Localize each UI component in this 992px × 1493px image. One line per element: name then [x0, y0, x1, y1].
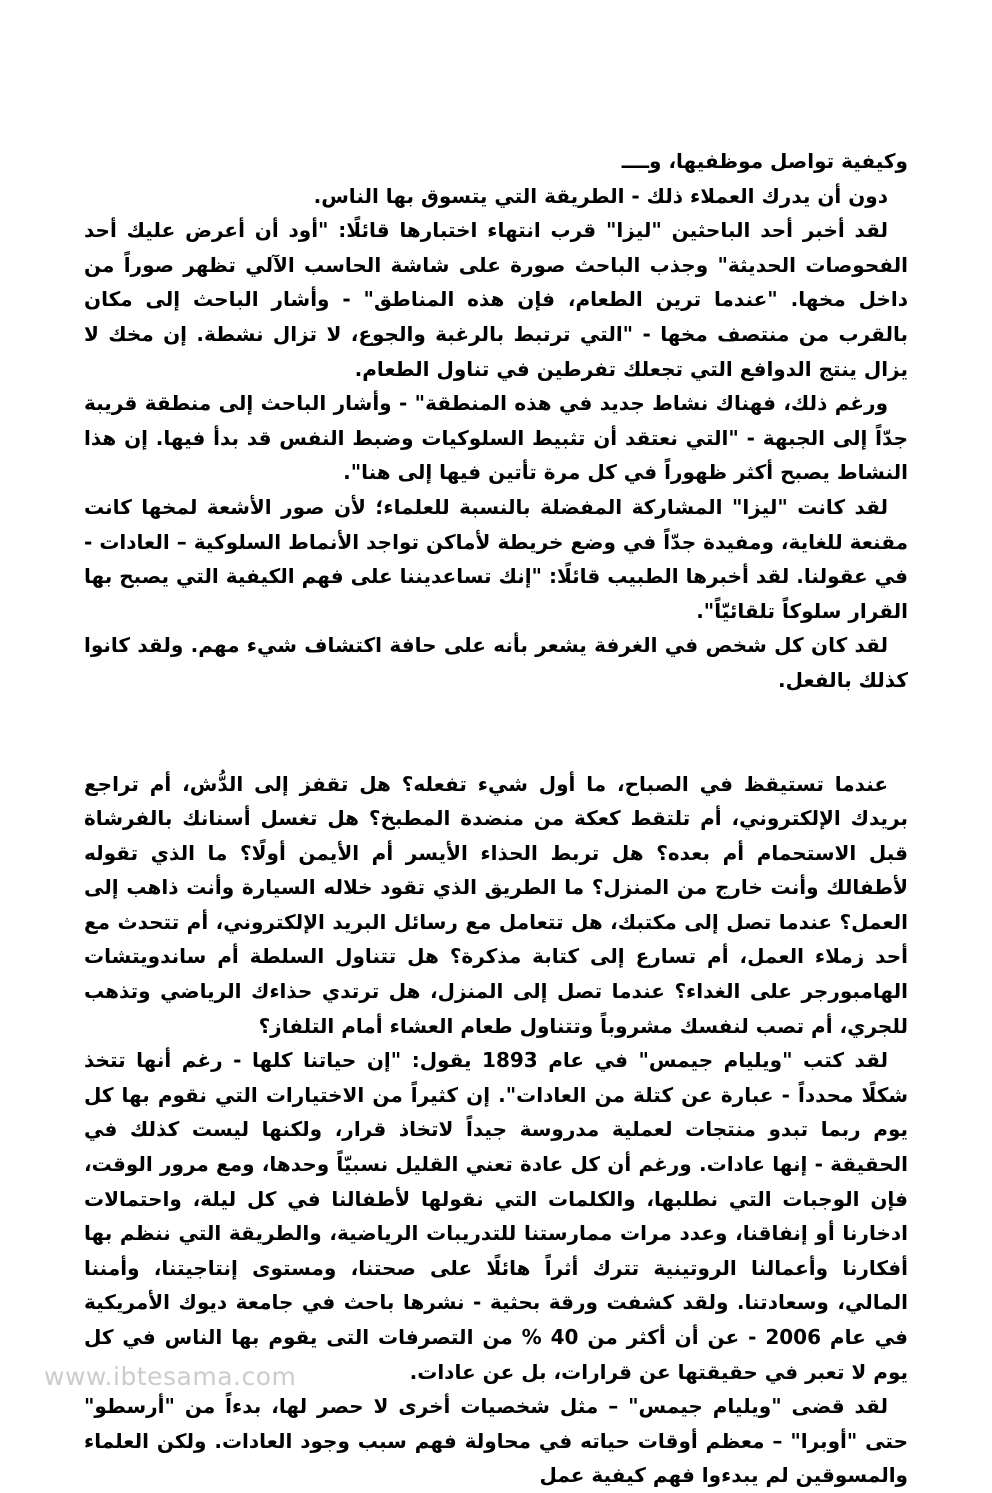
paragraph: عندما تستيقظ في الصباح، ما أول شيء تفعله؟ هل تقفز إلى الدُّش، أم تراجع بريدك الإلكتروني، أم تلتقط كعكة من منضدة المطبخ؟ هل تغسل أسنانك بالفرشاة قبل الاستحمام أم بعده؟ هل تربط الحذاء الأيسر أم الأيمن أولًا؟ ما الذي تقوله لأطفالك وأنت خارج من المنزل؟ ما الطريق الذي تقود خلاله السيارة وأنت ذاهب إلى العمل؟ عندما تصل إلى مكتبك، هل تتعامل مع رسائل البريد الإلكتروني، أم تتحدث مع أحد زملاء العمل، أم تسارع إلى كتابة مذكرة؟ هل تتناول السلطة أم ساندويتشات الهامبورجر على الغداء؟ عندما تصل إلى المنزل، هل ترتدي حذاءك الرياضي وتذهب للجري، أم تصب لنفسك مشروباً وتتناول طعام العشاء أمام التلفاز؟ — [84, 771, 908, 1038]
continuation-line: وكيفية تواصل موظفيها، وــــ — [621, 149, 908, 173]
paragraph: لقد كانت "ليزا" المشاركة المفضلة بالنسبة للعلماء؛ لأن صور الأشعة لمخها كانت مقنعة للغاية، ومفيدة جدّاً في وضع خريطة لأماكن تواجد الأنماط السلوكية – العادات - في عقولنا. لقد أخبرها الطبيب قائلًا: "إنك تساعديننا على فهم الكيفية التي يصبح بها القرار سلوكاً تلقائيّاً". — [84, 494, 908, 623]
text-column — [84, 144, 908, 1493]
paragraph: ورغم ذلك، فهناك نشاط جديد في هذه المنطقة" - وأشار الباحث إلى منطقة قريبة جدّاً إلى الجبهة - "التي نعتقد أن تثبيط السلوكيات وضبط النفس قد بدأ فيها. إن هذا النشاط يصبح أكثر ظهوراً في كل مرة تأتين فيها إلى هنا". — [84, 391, 908, 485]
paragraph: لقد كتب "ويليام جيمس" في عام 1893 يقول: "إن حياتنا كلها - رغم أنها تتخذ شكلًا محدداً - عبارة عن كتلة من العادات". إن كثيراً من الاختيارات التي نقوم بها كل يوم ربما تبدو منتجات لعملية مدروسة جيداً لاتخاذ قرار، ولكنها ليست كذلك في الحقيقة - إنها عادات. ورغم أن كل عادة تعني القليل نسبيّاً وحدها، ومع مرور الوقت، فإن الوجبات التي نطلبها، والكلمات التي نقولها لأطفالنا في كل ليلة، واحتمالات ادخارنا أو إنفاقنا، وعدد مرات ممارستنا للتدريبات الرياضية، والطريقة التي ننظم بها أفكارنا وأعمالنا الروتينية تترك أثراً هائلًا على صحتنا، ومستوى إنتاجيتنا، وأمننا المالي، وسعادتنا. ولقد كشفت ورقة بحثية - نشرها باحث في جامعة ديوك الأمريكية في عام 2006 - عن أن أكثر من 40 % من التصرفات التى يقوم بها الناس في كل يوم لا تعبر في حقيقتها عن قرارات، بل عن عادات. — [84, 1048, 908, 1384]
section-break — [84, 698, 908, 767]
paragraph: لقد أخبر أحد الباحثين "ليزا" قرب انتهاء اختبارها قائلًا: "أود أن أعرض عليك أحد الفحوصات الحديثة" وجذب الباحث صورة على شاشة الحاسب الآلي تظهر صوراً من داخل مخها. "عندما ترين الطعام، فإن هذه المناطق" - وأشار الباحث إلى مكان بالقرب من منتصف مخها - "التي ترتبط بالرغبة والجوع، لا تزال نشطة. إن مخك لا يزال ينتج الدوافع التي تجعلك تفرطين في تناول الطعام. — [84, 218, 908, 381]
paragraph: لقد قضى "ويليام جيمس" – مثل شخصيات أخرى لا حصر لها، بدءاً من "أرسطو" حتى "أوبرا" – معظم أوقات حياته في محاولة فهم سبب وجود العادات. ولكن العلماء والمسوقين لم يبدءوا فهم كيفية عمل — [84, 1394, 908, 1488]
paragraph: دون أن يدرك العملاء ذلك - الطريقة التي يتسوق بها الناس. — [313, 183, 888, 208]
paragraph: لقد كان كل شخص في الغرفة يشعر بأنه على حافة اكتشاف شيء مهم. ولقد كانوا كذلك بالفعل. — [84, 633, 908, 692]
watermark: www.ibtesama.com — [44, 1362, 297, 1391]
